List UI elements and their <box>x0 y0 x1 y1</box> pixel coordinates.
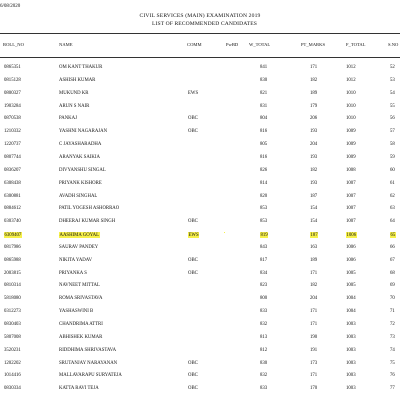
cell-name: ABHISHEK KUMAR <box>59 334 103 340</box>
table-row <box>0 271 400 284</box>
page-subtitle: LIST OF RECOMMENDED CANDIDATES <box>152 21 257 27</box>
cell-w-total: 800 <box>260 296 268 302</box>
cell-f-total: 1012 <box>346 65 356 70</box>
cell-sno: 62 <box>390 193 395 199</box>
cell-roll-no: 3520231 <box>4 347 21 353</box>
cell-name: PANKAJ <box>59 116 77 122</box>
cell-pt-marks: 154 <box>310 206 318 212</box>
cell-w-total: 833 <box>260 309 268 315</box>
cell-roll-no: 5807008 <box>4 334 21 340</box>
cell-sno: 68 <box>390 270 395 276</box>
cell-f-total: 1003 <box>346 360 356 366</box>
cell-pt-marks: 171 <box>310 322 318 327</box>
cell-pt-marks: 171 <box>310 270 318 276</box>
table-row <box>0 373 400 386</box>
cell-name: SAURAV PANDEY <box>59 244 99 250</box>
cell-pt-marks: 173 <box>310 360 318 366</box>
header-bottom-rule <box>0 57 400 58</box>
cell-roll-no: 1202202 <box>4 360 21 366</box>
cell-pt-marks: 193 <box>310 180 318 186</box>
cell-w-total: 832 <box>260 322 268 327</box>
cell-sno: 61 <box>390 180 395 186</box>
cell-w-total: 820 <box>260 193 268 199</box>
cell-sno: 70 <box>390 296 395 302</box>
cell-roll-no: 0865351 <box>4 65 21 70</box>
cell-sno: 60 <box>390 167 395 173</box>
cell-comm: OBC <box>188 129 198 135</box>
cell-w-total: 805 <box>260 142 268 148</box>
column-header-name: NAME <box>59 42 73 47</box>
table-row <box>0 348 400 361</box>
column-header-comm: COMM <box>187 42 202 47</box>
cell-comm: OBC <box>188 270 198 276</box>
table-row <box>0 181 400 194</box>
cell-pt-marks: 171 <box>310 373 318 379</box>
cell-f-total: 1004 <box>346 296 356 302</box>
cell-f-total: 1003 <box>346 386 356 392</box>
cell-pt-marks: 204 <box>310 296 318 302</box>
cell-name: AVADH SINGHAL <box>59 193 98 199</box>
cell-roll-no: 0884612 <box>4 206 21 212</box>
table-row <box>0 296 400 309</box>
table-row <box>0 142 400 155</box>
cell-w-total: 841 <box>260 65 268 70</box>
cell-roll-no: 0807744 <box>4 154 21 160</box>
cell-f-total: 1006 <box>346 257 356 263</box>
cell-pt-marks: 187 <box>310 193 318 199</box>
table-row <box>0 91 400 104</box>
cell-w-total: 814 <box>260 180 268 186</box>
table-row <box>0 129 400 142</box>
cell-sno: 74 <box>390 347 395 353</box>
cell-w-total: 816 <box>260 129 268 135</box>
cell-f-total: 1007 <box>346 180 356 186</box>
cell-sno: 64 <box>390 219 395 225</box>
table-row <box>0 219 400 232</box>
cell-roll-no: 0303740 <box>4 219 21 225</box>
cell-pt-marks: 187 <box>310 232 318 238</box>
cell-sno: 55 <box>390 103 395 109</box>
column-header-roll-no: ROLL_NO <box>3 42 24 47</box>
cell-roll-no: 0815128 <box>4 77 21 83</box>
cell-pt-marks: 170 <box>310 386 318 392</box>
cell-comm: OBC <box>188 360 198 366</box>
cell-f-total: 1009 <box>346 142 356 148</box>
cell-f-total: 1003 <box>346 347 356 353</box>
cell-f-total: 1005 <box>346 283 356 289</box>
cell-roll-no: 0830403 <box>4 322 21 327</box>
cell-sno: 54 <box>390 90 395 96</box>
cell-pt-marks: 182 <box>310 167 318 173</box>
cell-sno: 76 <box>390 373 395 379</box>
cell-f-total: 1010 <box>346 116 356 122</box>
cell-sno: 72 <box>390 322 395 327</box>
table-row <box>0 335 400 348</box>
cell-sno: 77 <box>390 386 395 392</box>
cell-roll-no: 2003815 <box>4 270 21 276</box>
cell-roll-no: 5818080 <box>4 296 21 302</box>
cell-sno: 52 <box>390 65 395 70</box>
cell-name: C JAYASHARADHA <box>59 142 102 148</box>
cell-f-total: 1005 <box>346 270 356 276</box>
cell-w-total: 832 <box>260 373 268 379</box>
cell-comm: OBC <box>188 116 198 122</box>
cell-f-total: 1010 <box>346 90 356 96</box>
cell-roll-no: 0800327 <box>4 90 21 96</box>
cell-pt-marks: 154 <box>310 219 318 225</box>
cell-sno: 59 <box>390 154 395 160</box>
table-row <box>0 386 400 399</box>
cell-sno: 53 <box>390 77 395 83</box>
cell-name: NAVNEET MITTAL <box>59 283 100 289</box>
cell-pt-marks: 189 <box>310 90 318 96</box>
cell-w-total: 826 <box>260 167 268 173</box>
cell-name: PRIYANKA S <box>59 270 87 276</box>
cell-roll-no: 1220737 <box>4 142 21 148</box>
cell-pt-marks: 182 <box>310 77 318 83</box>
cell-f-total: 1003 <box>346 373 356 379</box>
cell-roll-no: 6309407 <box>4 232 22 238</box>
cell-comm: OBC <box>188 386 198 392</box>
cell-f-total: 1009 <box>346 129 356 135</box>
cell-roll-no: 6300881 <box>4 193 21 199</box>
cell-w-total: 853 <box>260 206 268 212</box>
cell-name: PATIL YOGESH ASHORRAO <box>59 206 120 212</box>
cell-comm: EWS <box>188 90 199 96</box>
cell-pt-marks: 193 <box>310 129 318 135</box>
cell-f-total: 1012 <box>346 77 356 83</box>
cell-name: AASHIMA GOYAL <box>59 232 100 238</box>
cell-name: KATTA RAVI TEJA <box>59 386 99 392</box>
column-header-pwbd: PwBD <box>226 42 239 47</box>
cell-comm: OBC <box>188 219 198 225</box>
column-header-sno: S.NO <box>388 42 399 47</box>
table-row <box>0 206 400 219</box>
cell-f-total: 1009 <box>346 154 356 160</box>
cell-roll-no: 0830334 <box>4 386 21 392</box>
cell-sno: 69 <box>390 283 395 289</box>
cell-name: ROMA SRIVASTAVA <box>59 296 103 302</box>
table-row <box>0 78 400 91</box>
cell-sno: 71 <box>390 309 395 315</box>
cell-name: PRIYANK KISHORE <box>59 180 102 186</box>
cell-pt-marks: 190 <box>310 334 318 340</box>
table-row <box>0 283 400 296</box>
cell-w-total: 823 <box>260 283 268 289</box>
cell-name: DHEERAJ KUMAR SINGH <box>59 219 116 225</box>
cell-w-total: 834 <box>260 270 268 276</box>
cell-name: ARUN S NAIR <box>59 103 90 109</box>
cell-sno: 58 <box>390 142 395 148</box>
table-row <box>0 155 400 168</box>
table-row <box>0 361 400 374</box>
cell-w-total: 821 <box>260 90 268 96</box>
cell-roll-no: 6308438 <box>4 180 21 186</box>
cell-w-total: 831 <box>260 103 268 109</box>
cell-pt-marks: 206 <box>310 116 318 122</box>
cell-f-total: 1004 <box>346 309 356 315</box>
cell-pt-marks: 189 <box>310 257 318 263</box>
cell-sno: 57 <box>390 129 395 135</box>
page-title: CIVIL SERVICES (MAIN) EXAMINATION 2019 <box>139 13 261 19</box>
column-header-w-total: W_TOTAL <box>249 42 271 47</box>
cell-pt-marks: 163 <box>310 244 318 250</box>
cell-sno: 73 <box>390 334 395 340</box>
cell-name: SRUTANJAY NARAYANAN <box>59 360 118 366</box>
table-row <box>0 116 400 129</box>
cell-name: CHANDRIMA ATTRI <box>59 322 103 327</box>
cell-w-total: 853 <box>260 219 268 225</box>
cell-w-total: 812 <box>260 347 268 353</box>
table-row-highlighted <box>0 232 400 245</box>
cell-sno: 65 <box>390 232 396 238</box>
table-row <box>0 65 400 78</box>
cell-w-total: 816 <box>260 154 268 160</box>
cell-pwbd <box>224 232 225 233</box>
cell-f-total: 1007 <box>346 219 356 225</box>
cell-pt-marks: 182 <box>310 283 318 289</box>
cell-pt-marks: 191 <box>310 347 318 353</box>
cell-sno: 67 <box>390 257 395 263</box>
cell-name: YASHASWINI B <box>59 309 94 315</box>
cell-w-total: 813 <box>260 334 268 340</box>
cell-sno: 66 <box>390 244 395 250</box>
cell-roll-no: 0312273 <box>4 309 21 315</box>
cell-pt-marks: 179 <box>310 103 318 109</box>
cell-f-total: 1006 <box>346 232 357 238</box>
table-row <box>0 245 400 258</box>
cell-roll-no: 0817986 <box>4 244 21 250</box>
cell-name: MUKUND KR <box>59 90 89 96</box>
document-date: 6/08/2020 <box>0 4 21 9</box>
cell-w-total: 817 <box>260 257 268 263</box>
column-header-pt-marks: PT_MARKS <box>301 42 325 47</box>
cell-comm: EWS <box>188 232 199 238</box>
cell-w-total: 830 <box>260 360 268 366</box>
cell-roll-no: 0836207 <box>4 167 21 173</box>
cell-roll-no: 0810314 <box>4 283 21 289</box>
cell-pt-marks: 171 <box>310 309 318 315</box>
cell-pt-marks: 204 <box>310 142 318 148</box>
cell-pt-marks: 171 <box>310 65 318 70</box>
cell-name: MALLAVARAPU SURYATEJA <box>59 373 122 379</box>
cell-f-total: 1003 <box>346 322 356 327</box>
table-header <box>0 42 400 52</box>
cell-f-total: 1007 <box>346 193 356 199</box>
cell-comm: OBC <box>188 373 198 379</box>
cell-sno: 56 <box>390 116 395 122</box>
column-header-f-total: F_TOTAL <box>346 42 366 47</box>
cell-name: YASHNI NAGARAJAN <box>59 129 108 135</box>
table-row <box>0 168 400 181</box>
cell-f-total: 1003 <box>346 334 356 340</box>
cell-w-total: 843 <box>260 244 268 250</box>
cell-w-total: 833 <box>260 386 268 392</box>
cell-name: ARANYAK SAIKIA <box>59 154 100 160</box>
table-row <box>0 104 400 117</box>
cell-name: RIDDHIMA SHRIVASTAVA <box>59 347 117 353</box>
cell-w-total: 819 <box>260 232 268 238</box>
table-row <box>0 194 400 207</box>
cell-roll-no: 1903284 <box>4 103 21 109</box>
cell-sno: 75 <box>390 360 395 366</box>
header-top-rule <box>0 33 400 34</box>
cell-roll-no: 1210332 <box>4 129 21 135</box>
cell-name: NIKITA YADAV <box>59 257 93 263</box>
cell-w-total: 804 <box>260 116 268 122</box>
cell-roll-no: 1014416 <box>4 373 21 379</box>
cell-roll-no: 0865988 <box>4 257 21 263</box>
table-row <box>0 309 400 322</box>
cell-name: ASHISH KUMAR <box>59 77 96 83</box>
cell-name: OM KANT THAKUR <box>59 65 103 70</box>
cell-comm: OBC <box>188 257 198 263</box>
cell-w-total: 830 <box>260 77 268 83</box>
cell-f-total: 1008 <box>346 167 356 173</box>
cell-f-total: 1006 <box>346 244 356 250</box>
cell-f-total: 1007 <box>346 206 356 212</box>
cell-f-total: 1010 <box>346 103 356 109</box>
table-row <box>0 322 400 335</box>
cell-roll-no: 0870538 <box>4 116 21 122</box>
table-row <box>0 258 400 271</box>
cell-pt-marks: 193 <box>310 154 318 160</box>
cell-sno: 63 <box>390 206 395 212</box>
cell-name: DIVYANSHU SINGAL <box>59 167 106 173</box>
